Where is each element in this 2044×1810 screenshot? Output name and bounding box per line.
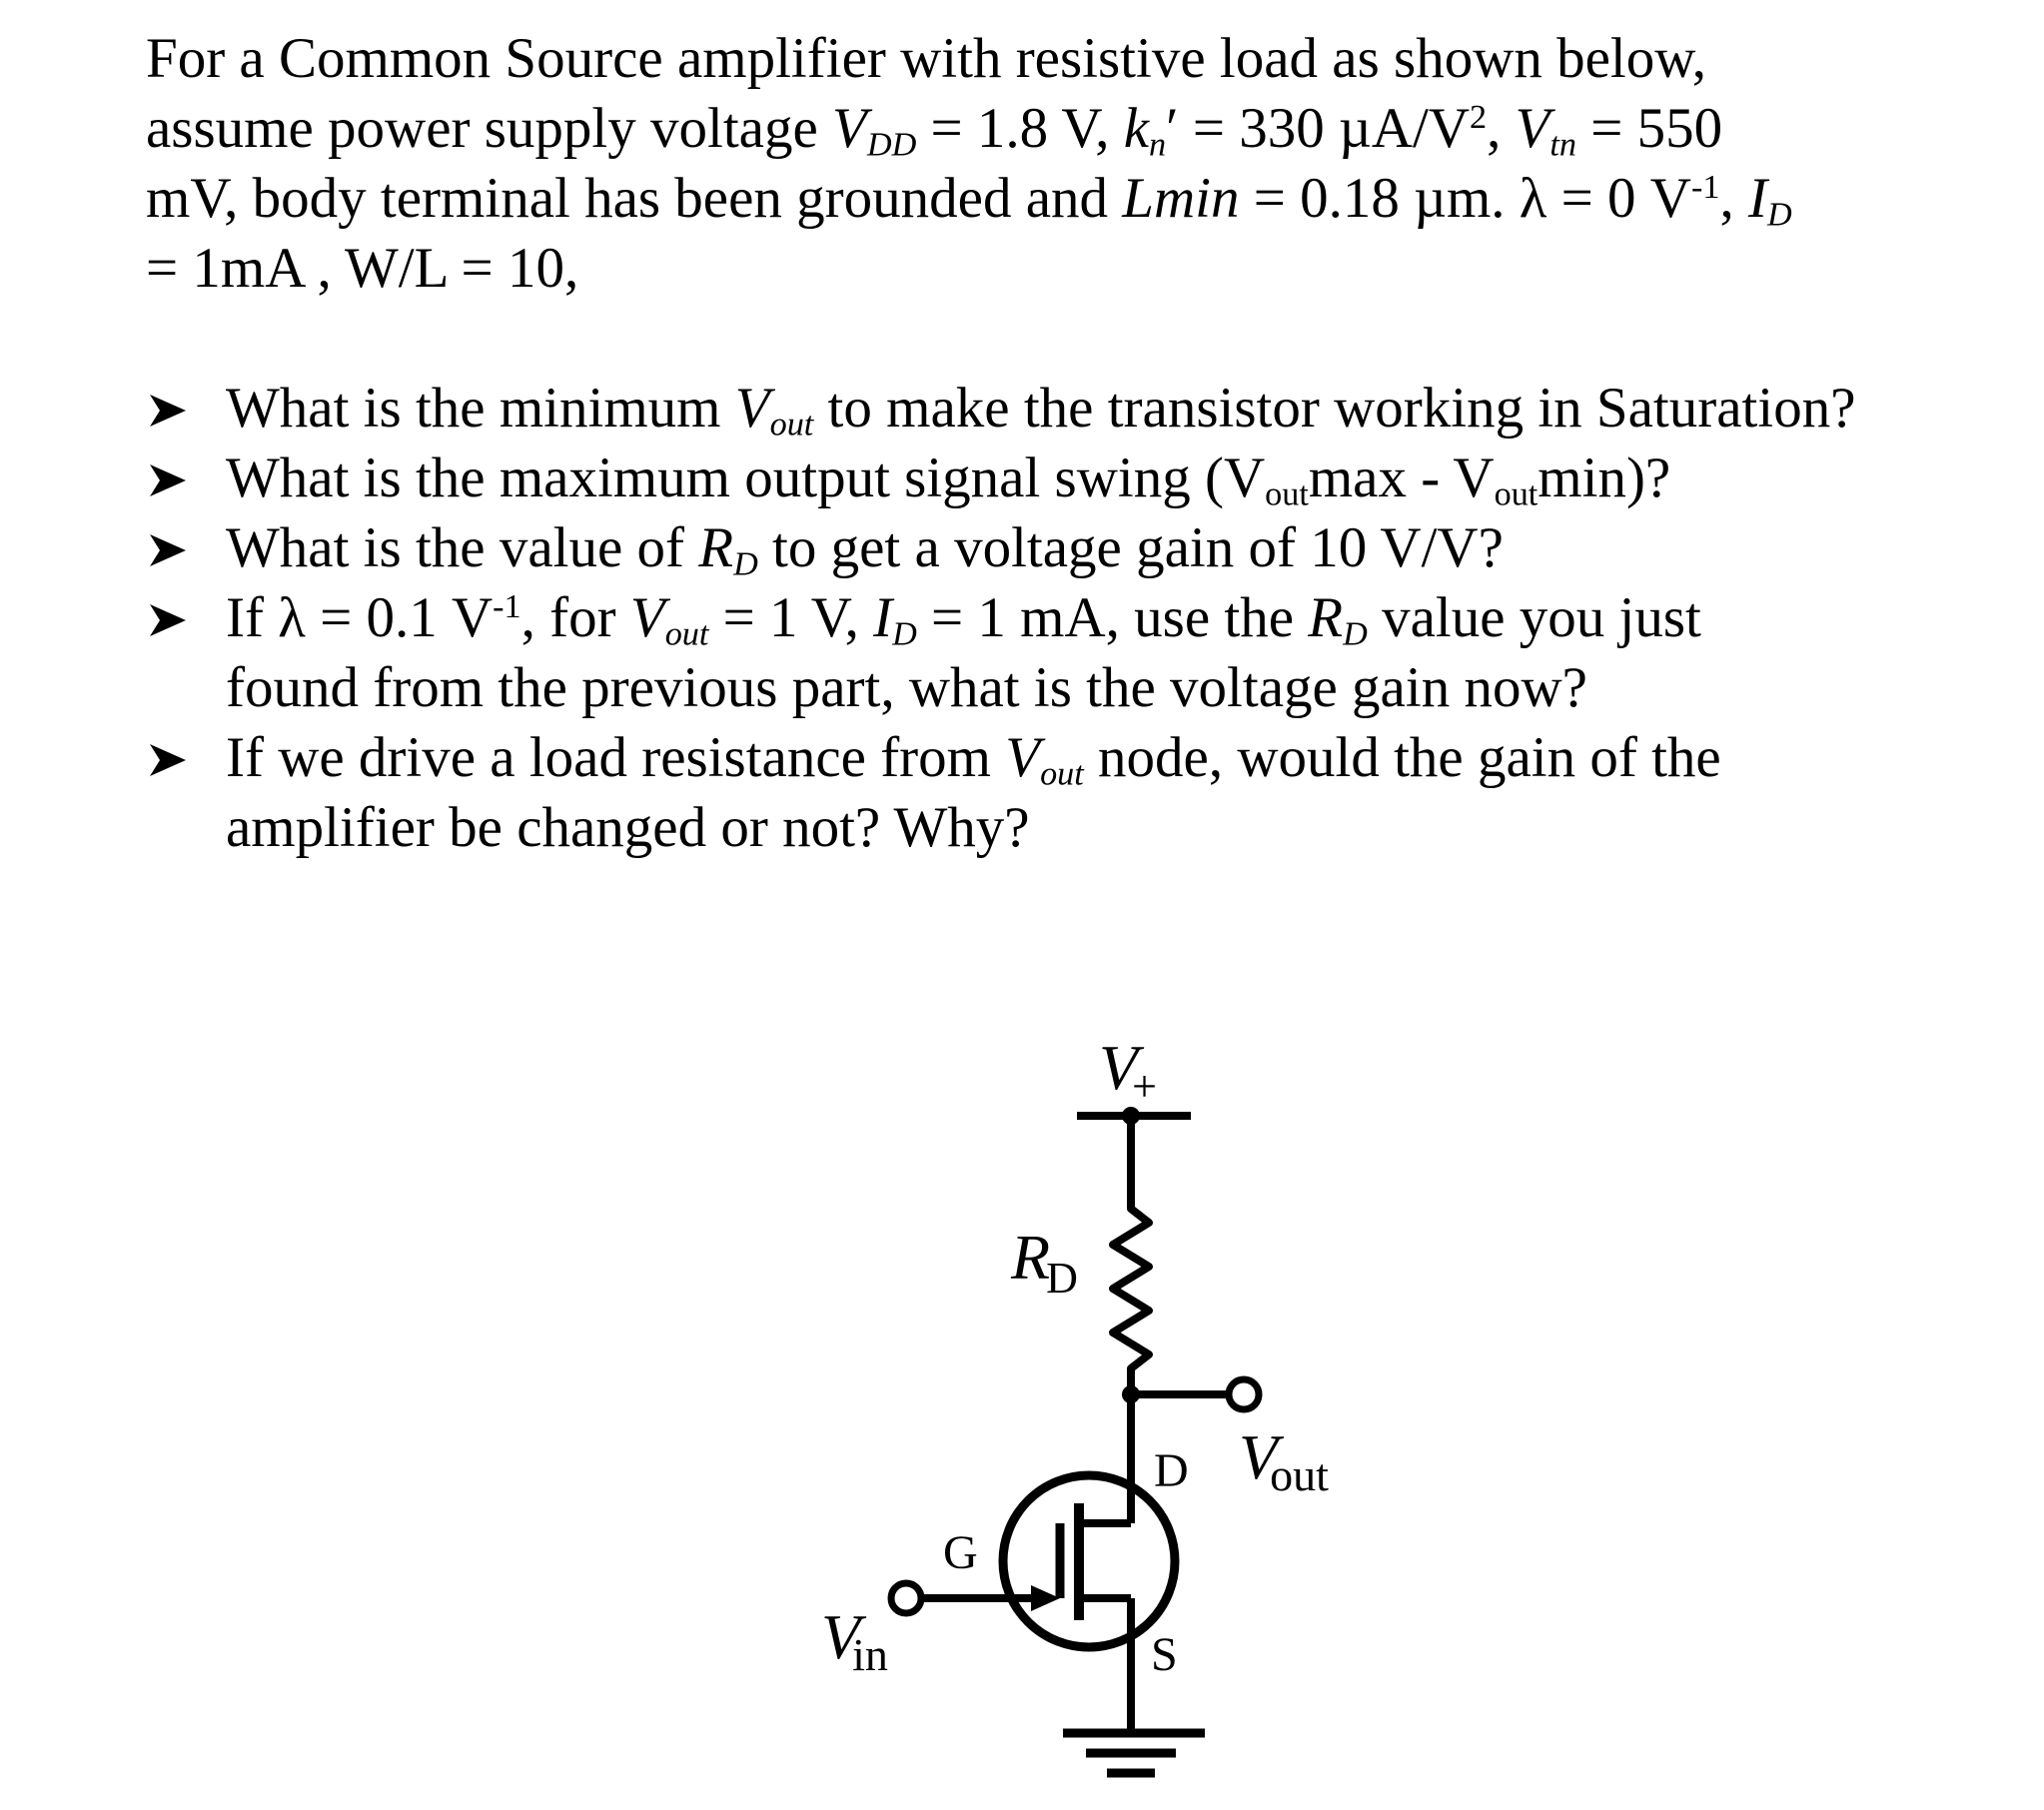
superscript-text: 2 (1469, 99, 1488, 137)
text-run: max - V (1308, 447, 1495, 509)
supply-label: V+ (1099, 1032, 1157, 1111)
statement-line (146, 94, 2004, 164)
question-line (226, 793, 2024, 863)
problem-statement (146, 24, 2004, 304)
subscript-text: D (892, 615, 917, 653)
question-line (226, 723, 2024, 793)
question-line (226, 444, 2024, 513)
text-run: = 0.18 µm. λ = 0 V (1239, 167, 1691, 230)
subscript-text: out (1040, 755, 1084, 793)
text-run: node, would the gain of the (1083, 726, 1721, 789)
question-line (226, 374, 2024, 444)
subscript-text: n (1149, 126, 1167, 164)
question-item (146, 513, 2024, 583)
common-source-circuit-diagram (699, 999, 1399, 1798)
text-run: I (873, 586, 893, 649)
text-run: , (1487, 97, 1516, 160)
text-run: V (629, 586, 665, 649)
superscript-text: -1 (1690, 169, 1720, 207)
text-run: What is the value of (226, 516, 699, 579)
drain-resistor (1113, 1209, 1149, 1368)
superscript-text: -1 (493, 588, 521, 626)
subscript-text: D (733, 545, 758, 583)
text-run: found from the previous part, what is the voltage gain now? (226, 656, 1587, 719)
text-run: ′ = 330 µA/V (1166, 97, 1470, 160)
text-run: amplifier be changed or not? Why? (226, 796, 1030, 859)
text-run: R (698, 516, 734, 579)
input-terminal (891, 1583, 921, 1613)
text-run: = 550 (1576, 97, 1723, 160)
text-run: , for (520, 586, 630, 649)
output-label: Vout (1239, 1421, 1329, 1500)
text-run: assume power supply voltage (146, 97, 833, 160)
subscript-text: out (664, 615, 709, 653)
subscript-text: DD (866, 126, 917, 164)
subscript-text: out (1494, 475, 1538, 513)
text-run: I (1747, 167, 1767, 230)
arrowhead-bullet-icon (146, 444, 196, 513)
output-terminal (1229, 1379, 1259, 1409)
resistor-label: RD (1011, 1222, 1078, 1303)
gate-label: G (943, 1526, 978, 1579)
subscript-text: tn (1549, 126, 1576, 164)
drain-label: D (1154, 1444, 1189, 1497)
question-line (226, 653, 2024, 723)
nmos-transistor-body (1003, 1475, 1175, 1647)
text-run: V (832, 97, 867, 160)
text-run: k (1123, 97, 1150, 160)
text-run: For a Common Source amplifier with resistive load as shown below, (146, 27, 1706, 90)
question-item (146, 374, 2024, 444)
source-label: S (1151, 1628, 1178, 1681)
text-run: If λ = 0.1 V (226, 586, 494, 649)
text-run: = 1mA , W/L = 10, (146, 237, 579, 300)
text-run: min)? (1537, 447, 1671, 509)
text-run: , (1719, 167, 1748, 230)
arrowhead-bullet-icon (146, 513, 196, 583)
arrowhead-bullet-icon (146, 583, 196, 653)
text-run: to make the transistor working in Saturation? (813, 377, 1856, 440)
text-run: = 1 V, (708, 586, 874, 649)
question-item (146, 444, 2024, 513)
question-list (146, 374, 2024, 863)
text-run: If we drive a load resistance from (226, 726, 1006, 789)
subscript-text: out (769, 406, 814, 444)
arrowhead-bullet-icon (146, 374, 196, 444)
text-run: = 1 mA, use the (916, 586, 1309, 649)
question-line (226, 583, 2024, 653)
text-run: mV, body terminal has been grounded and (146, 167, 1123, 230)
statement-line (146, 164, 2004, 234)
question-line (226, 513, 2024, 583)
statement-line (146, 234, 2004, 304)
text-run: V (734, 377, 770, 440)
subscript-text: D (1766, 196, 1792, 234)
text-run: = 1.8 V, (916, 97, 1124, 160)
text-run: R (1308, 586, 1344, 649)
subscript-text: D (1343, 615, 1368, 653)
text-run: to get a voltage gain of 10 V/V? (757, 516, 1504, 579)
input-label: Vin (821, 1601, 888, 1680)
text-run: What is the minimum (226, 377, 735, 440)
text-run: V (1515, 97, 1550, 160)
statement-line (146, 24, 2004, 94)
text-run: value you just (1367, 586, 1701, 649)
subscript-text: out (1265, 475, 1309, 513)
arrowhead-bullet-icon (146, 723, 196, 793)
text-run: V (1005, 726, 1041, 789)
question-item (146, 723, 2024, 863)
text-run: What is the maximum output signal swing (V (226, 447, 1266, 509)
question-item (146, 583, 2024, 723)
text-run: Lmin (1122, 167, 1240, 230)
